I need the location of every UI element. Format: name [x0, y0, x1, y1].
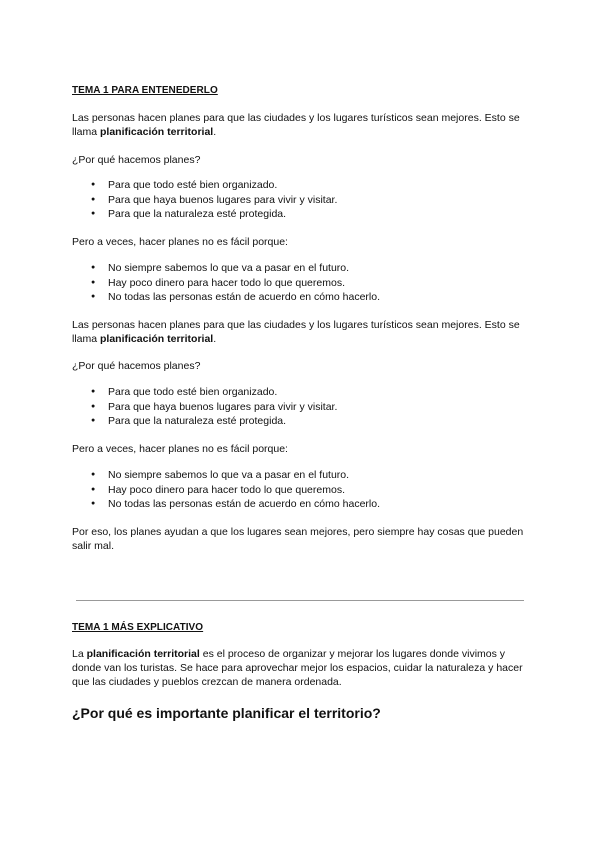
- list-item: ● No todas las personas están de acuerdo en cómo hacerlo.: [72, 290, 380, 305]
- list-item: ● Para que haya buenos lugares para vivir y visitar.: [72, 193, 337, 208]
- reasons-list-1: [72, 178, 337, 222]
- list-item: ● Hay poco dinero para hacer todo lo que queremos.: [72, 483, 380, 498]
- section1-title: TEMA 1 PARA ENTENEDERLO: [72, 85, 218, 96]
- horizontal-divider: [76, 600, 524, 601]
- list-item: ● No siempre sabemos lo que va a pasar en el futuro.: [72, 261, 380, 276]
- reasons-list-2: [72, 385, 337, 429]
- section2-title: TEMA 1 MÁS EXPLICATIVO: [72, 622, 204, 633]
- list-item: ● Para que haya buenos lugares para vivir y visitar.: [72, 400, 337, 415]
- intro-paragraph-2: Las personas hacen planes para que las ciudades y los lugares turísticos sean mejores. Esto se llama planificación territorial.: [72, 319, 520, 345]
- list-item: ● Para que todo esté bien organizado.: [72, 178, 337, 193]
- list-item: ● Hay poco dinero para hacer todo lo que queremos.: [72, 276, 380, 291]
- difficulties-list-1: [72, 261, 380, 305]
- question-2: ¿Por qué hacemos planes?: [72, 360, 201, 372]
- list-item: ● Para que todo esté bien organizado.: [72, 385, 337, 400]
- list-item: ● Para que la naturaleza esté protegida.: [72, 414, 337, 429]
- definition-paragraph: La planificación territorial es el proceso de organizar y mejorar los lugares donde vivimos y donde van los turistas. Se hace para aprovechar mejor los espacios, cuidar la naturaleza y hacer que las ciudades y pueblos crezcan de manera ordenada.: [72, 648, 523, 688]
- difficulty-intro-1: Pero a veces, hacer planes no es fácil porque:: [72, 236, 288, 248]
- list-item: ● Para que la naturaleza esté protegida.: [72, 207, 337, 222]
- list-item: ● No siempre sabemos lo que va a pasar en el futuro.: [72, 468, 380, 483]
- list-item: ● No todas las personas están de acuerdo en cómo hacerlo.: [72, 497, 380, 512]
- difficulty-intro-2: Pero a veces, hacer planes no es fácil porque:: [72, 443, 288, 455]
- conclusion-paragraph: Por eso, los planes ayudan a que los lugares sean mejores, pero siempre hay cosas que pueden salir mal.: [72, 526, 524, 552]
- intro-paragraph-1: Las personas hacen planes para que las ciudades y los lugares turísticos sean mejores. Esto se llama planificación territorial.: [72, 112, 520, 138]
- question-1: ¿Por qué hacemos planes?: [72, 154, 201, 166]
- section-heading: ¿Por qué es importante planificar el territorio?: [72, 705, 381, 721]
- difficulties-list-2: [72, 468, 380, 512]
